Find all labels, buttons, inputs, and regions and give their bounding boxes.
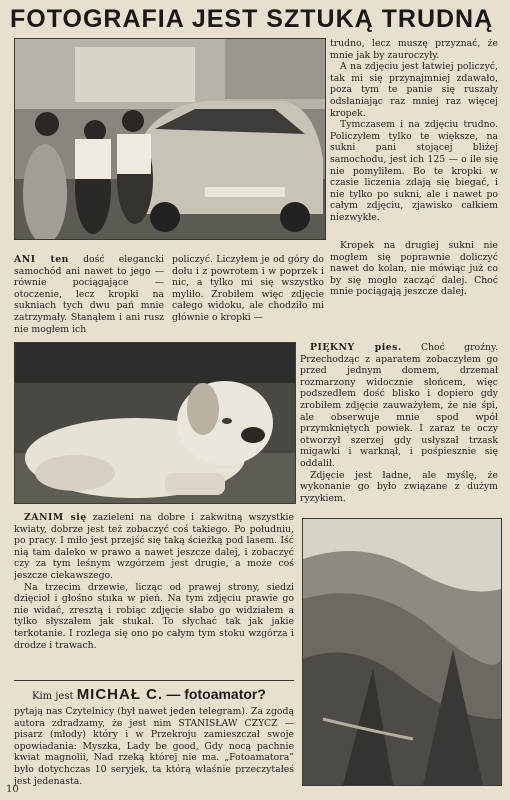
photo-mountain-slope-icon <box>303 519 501 785</box>
piekny-text: Choć groźny. Przechodząc z aparatem zobaczyłem go przed jednym domem, drzemał rozmarzony widocznie słońcem, więc podszedłem dość blisko i dopiero gdy zrobiłem zdjęcie zauważyłem, że nie śpi, ale obserwuje mnie spod wpół przymkniętych powiek. I zaraz te oczy otworzył szerzej gdy usłyszał trzask migawki i warknął, i pośpiesznie się oddalił. <box>300 342 498 469</box>
zanim-section <box>14 512 294 676</box>
piekny-section <box>300 342 498 512</box>
divider-line <box>14 680 294 681</box>
ani-section-col1 <box>14 254 164 336</box>
author-text <box>14 706 294 790</box>
author-heading <box>32 684 292 704</box>
zanim-text-2: Na trzecim drzewie, licząc od prawej strony, siedzi dzięcioł i głośno stuka w pień. Na tym zdjęciu prawie go nie widać, zresztą i robiąc zdjęcie słabo go widziałem a tylko słyszałem jak stukał. To słychać tak jak jakie terkotanie. I rozlega się ono po całym tym stoku wzgórza i drodze i trawach. <box>14 581 294 651</box>
author-prefix: Kim jest <box>32 691 74 702</box>
zanim-text: zazieleni na dobre i zakwitną wszystkie kwiaty, dobrze jest też zobaczyć coś takiego. Po południu, po pracy. I miło jest przejść się taką ścieżką pod lasem. Iść nią tam daleko w prawo a nawet jeszcze dalej, i zobaczyć czy za tym leśnym wzgórzem jest drugie, a może coś jeszcze ciekawszego. <box>14 512 294 581</box>
right-column-continued <box>330 240 498 336</box>
ani-text-col1: dość elegancki samochód ani nawet to jego — równie pociągające — otoczenie, lecz kropki na sukniach tych dwu pań mnie zatrzymały. Stanąłem i ani rusz nie mogłem ich <box>14 254 164 335</box>
author-suffix: — fotoamator? <box>166 686 266 702</box>
ani-section-col2 <box>172 254 324 336</box>
right-column-text-4: Kropek na drugiej sukni nie mogłem się poprawnie doliczyć nawet do kolan, nie mówiąc już co by się mogło zacząć dalej. Choć mnie pociągają jeszcze dalej. <box>330 240 498 298</box>
right-column-text-2: A na zdjęciu jest łatwiej policzyć, tak mi się przynajmniej zdawało, poza tym te panie się ruszały odsłaniając raz mniej raz więcej kropek. <box>330 61 498 119</box>
author-body: pytają nas Czytelnicy (był nawet jeden telegram). Za zgodą autora zdradzamy, że jest nim STANISŁAW CZYCZ — pisarz (młody) który i w Przekroju zamieszczał swoje opowiadania: Myszka, Lady be good, Gdy nocą pachnie kwiat magnolii, Nad rzeką której nie ma. „Fotoamatora” było dotychczas 10 seryjek, ta którą właśnie przeczytałeś jest jedenasta. <box>14 706 294 787</box>
right-column-text-3: Tymczasem i na zdjęciu trudno. Policzyłem tylko te większe, na sukni pani stojącej bliżej samochodu, jest ich 125 — o ile się nie pomyliłem. Bo te kropki w czasie liczenia zdają się biegać, i nie tylko po sukni, ale i nawet po całym zdjęciu, zjawisko całkiem niezwykłe. <box>330 119 498 223</box>
photo-sleeping-dog-icon <box>15 343 295 503</box>
photo-mountain-slope <box>302 518 502 786</box>
photo-sleeping-dog <box>14 342 296 504</box>
article-right-column <box>330 38 498 234</box>
page-number: 10 <box>6 784 19 795</box>
piekny-text-2: Zdjęcie jest ładne, ale myślę, że wykonanie go było związane z dużym ryzykiem. <box>300 469 498 504</box>
ani-text-col2: policzyć. Liczyłem je od góry do dołu i z powrotem i w poprzek i nic, a tylko mi się wszystko myliło. Zrobiłem więc zdjęcie całego widoku, ale chodziło mi głównie o kropki — <box>172 254 324 323</box>
zanim-lead: ZANIM się <box>24 512 87 523</box>
photo-women-by-car-icon <box>15 39 325 239</box>
piekny-lead: PIĘKNY pies. <box>310 342 402 353</box>
author-name: MICHAŁ C. <box>76 686 164 703</box>
ani-lead: ANI ten <box>14 254 69 265</box>
right-column-text-1: trudno, lecz muszę przyznać, że mnie jak by zauroczyły. <box>330 38 498 61</box>
photo-women-by-car <box>14 38 326 240</box>
headline: FOTOGRAFIA JEST SZTUKĄ TRUDNĄ <box>10 5 494 33</box>
